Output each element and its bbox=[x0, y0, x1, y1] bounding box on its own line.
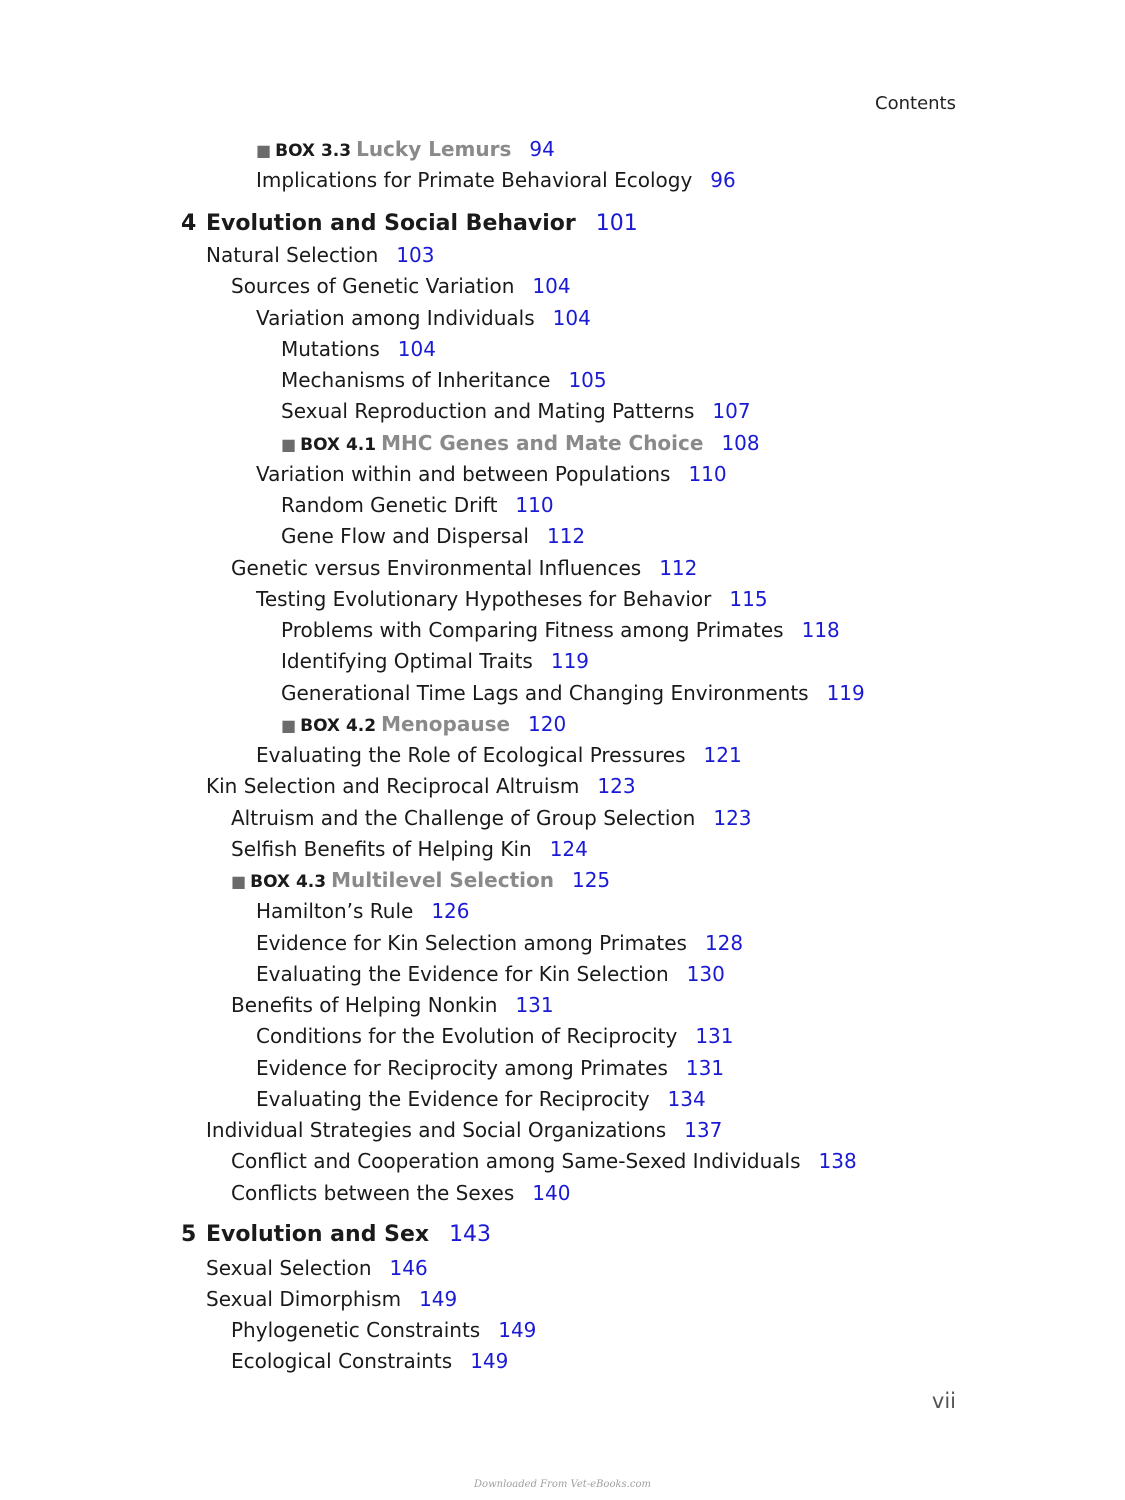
page-link[interactable]: 126 bbox=[431, 899, 470, 923]
box-title: Menopause bbox=[381, 712, 511, 736]
box-title: MHC Genes and Mate Choice bbox=[381, 431, 704, 455]
box-label: BOX 4.3 bbox=[250, 872, 327, 892]
entry-title: Mechanisms of Inheritance bbox=[281, 368, 551, 392]
toc-entry[interactable] bbox=[256, 305, 591, 331]
entry-title: Sources of Genetic Variation bbox=[231, 274, 515, 298]
toc-box-entry[interactable] bbox=[256, 136, 555, 164]
page-link[interactable]: 119 bbox=[550, 649, 590, 673]
page-link[interactable]: 119 bbox=[826, 681, 865, 705]
entry-title: Phylogenetic Constraints bbox=[231, 1318, 481, 1342]
chapter-number: 5 bbox=[181, 1222, 197, 1247]
page-link[interactable]: 125 bbox=[571, 868, 611, 892]
toc-entry[interactable] bbox=[256, 461, 727, 487]
box-title: Multilevel Selection bbox=[331, 868, 554, 892]
page-link[interactable]: 121 bbox=[703, 743, 742, 767]
entry-title: Conditions for the Evolution of Reciprocity bbox=[256, 1024, 678, 1048]
entry-title: Mutations bbox=[281, 337, 380, 361]
page-link[interactable]: 131 bbox=[695, 1024, 734, 1048]
toc-entry[interactable] bbox=[281, 648, 589, 674]
entry-title: Random Genetic Drift bbox=[281, 493, 498, 517]
page-link[interactable]: 110 bbox=[688, 462, 727, 486]
entry-title: Sexual Reproduction and Mating Patterns bbox=[281, 399, 695, 423]
entry-title: Sexual Selection bbox=[206, 1256, 372, 1280]
toc-entry[interactable] bbox=[231, 1180, 570, 1206]
page-link[interactable]: 130 bbox=[686, 962, 725, 986]
box-title: Lucky Lemurs bbox=[356, 137, 512, 161]
toc-chapter-heading[interactable] bbox=[181, 211, 638, 237]
toc-entry[interactable] bbox=[281, 492, 554, 518]
page-link[interactable]: 137 bbox=[684, 1118, 723, 1142]
entry-title: Conflicts between the Sexes bbox=[231, 1181, 515, 1205]
watermark: Downloaded From Vet-eBooks.com bbox=[474, 1479, 651, 1490]
toc-entry[interactable] bbox=[231, 805, 752, 831]
page-link[interactable]: 115 bbox=[729, 587, 768, 611]
entry-title: Gene Flow and Dispersal bbox=[281, 524, 529, 548]
page-link[interactable]: 96 bbox=[710, 168, 736, 192]
entry-title: Testing Evolutionary Hypotheses for Behavior bbox=[256, 587, 712, 611]
toc-box-entry[interactable] bbox=[281, 430, 760, 458]
box-square-icon: ■ bbox=[231, 872, 247, 891]
entry-title: Genetic versus Environmental Influences bbox=[231, 556, 642, 580]
toc-entry[interactable] bbox=[256, 930, 743, 956]
page-link[interactable]: 143 bbox=[449, 1222, 492, 1247]
box-square-icon: ■ bbox=[281, 716, 297, 735]
entry-title: Sexual Dimorphism bbox=[206, 1287, 402, 1311]
page-link[interactable]: 94 bbox=[529, 137, 555, 161]
page-link[interactable]: 112 bbox=[659, 556, 698, 580]
toc-entry[interactable] bbox=[281, 336, 436, 362]
entry-title: Altruism and the Challenge of Group Selection bbox=[231, 806, 696, 830]
box-square-icon: ■ bbox=[256, 141, 272, 160]
toc-entry[interactable] bbox=[256, 167, 736, 193]
toc-entry[interactable] bbox=[231, 1317, 536, 1343]
entry-title: Evaluating the Evidence for Kin Selection bbox=[256, 962, 669, 986]
page-link[interactable]: 149 bbox=[419, 1287, 458, 1311]
page-link[interactable]: 131 bbox=[685, 1056, 725, 1080]
toc-entry[interactable] bbox=[281, 367, 607, 393]
running-head: Contents bbox=[875, 93, 956, 114]
page-link[interactable]: 138 bbox=[818, 1149, 857, 1173]
entry-title: Variation among Individuals bbox=[256, 306, 535, 330]
toc-entry[interactable] bbox=[256, 1055, 724, 1081]
page-link[interactable]: 134 bbox=[667, 1087, 706, 1111]
entry-title: Selfish Benefits of Helping Kin bbox=[231, 837, 532, 861]
toc-entry[interactable] bbox=[281, 680, 865, 706]
page-link[interactable]: 110 bbox=[515, 493, 554, 517]
toc-entry[interactable] bbox=[256, 898, 470, 924]
box-label: BOX 4.1 bbox=[300, 435, 377, 455]
page-link[interactable]: 104 bbox=[397, 337, 436, 361]
page-number: vii bbox=[931, 1389, 956, 1413]
entry-title: Conflict and Cooperation among Same-Sexed Individuals bbox=[231, 1149, 801, 1173]
entry-title: Identifying Optimal Traits bbox=[281, 649, 533, 673]
page-link[interactable]: 107 bbox=[712, 399, 751, 423]
page-link[interactable]: 123 bbox=[597, 774, 636, 798]
toc-entry[interactable] bbox=[231, 992, 554, 1018]
entry-title: Kin Selection and Reciprocal Altruism bbox=[206, 774, 580, 798]
page-link[interactable]: 149 bbox=[498, 1318, 537, 1342]
toc-entry[interactable] bbox=[206, 1286, 457, 1312]
page-link[interactable]: 118 bbox=[801, 618, 840, 642]
toc-entry[interactable] bbox=[281, 398, 751, 424]
entry-title: Hamilton’s Rule bbox=[256, 899, 414, 923]
toc-entry[interactable] bbox=[256, 961, 725, 987]
toc-box-entry[interactable] bbox=[281, 711, 566, 739]
box-label: BOX 3.3 bbox=[275, 141, 352, 161]
page-link[interactable]: 124 bbox=[549, 837, 588, 861]
toc-entry[interactable] bbox=[256, 1023, 734, 1049]
page-link[interactable]: 140 bbox=[532, 1181, 571, 1205]
toc-entry[interactable] bbox=[231, 273, 571, 299]
page-link[interactable]: 146 bbox=[389, 1256, 428, 1280]
page-link[interactable]: 123 bbox=[713, 806, 752, 830]
chapter-title: Evolution and Social Behavior bbox=[206, 211, 576, 236]
chapter-number: 4 bbox=[181, 211, 197, 236]
entry-title: Generational Time Lags and Changing Environments bbox=[281, 681, 809, 705]
toc-entry[interactable] bbox=[281, 617, 840, 643]
toc-entry[interactable] bbox=[256, 586, 768, 612]
entry-title: Benefits of Helping Nonkin bbox=[231, 993, 498, 1017]
box-label: BOX 4.2 bbox=[300, 716, 377, 736]
entry-title: Ecological Constraints bbox=[231, 1349, 453, 1373]
toc-entry[interactable] bbox=[256, 742, 742, 768]
page-link[interactable]: 104 bbox=[532, 274, 571, 298]
toc-entry[interactable] bbox=[206, 1117, 722, 1143]
toc-box-entry[interactable] bbox=[231, 867, 610, 895]
entry-title: Implications for Primate Behavioral Ecology bbox=[256, 168, 693, 192]
chapter-title: Evolution and Sex bbox=[206, 1222, 430, 1247]
toc-entry[interactable] bbox=[231, 1148, 857, 1174]
toc-chapter-heading[interactable] bbox=[181, 1222, 492, 1248]
toc-entry[interactable] bbox=[206, 773, 636, 799]
entry-title: Problems with Comparing Fitness among Primates bbox=[281, 618, 784, 642]
page-link[interactable]: 104 bbox=[552, 306, 591, 330]
page-link[interactable]: 149 bbox=[470, 1349, 509, 1373]
page-link[interactable]: 101 bbox=[595, 211, 638, 236]
toc-entry[interactable] bbox=[206, 1255, 428, 1281]
toc-entry[interactable] bbox=[231, 1348, 508, 1374]
toc-entry[interactable] bbox=[231, 836, 588, 862]
page-link[interactable]: 105 bbox=[568, 368, 607, 392]
toc-entry[interactable] bbox=[231, 555, 697, 581]
entry-title: Evaluating the Role of Ecological Pressures bbox=[256, 743, 686, 767]
entry-title: Natural Selection bbox=[206, 243, 379, 267]
entry-title: Evidence for Kin Selection among Primates bbox=[256, 931, 687, 955]
page-link[interactable]: 128 bbox=[704, 931, 744, 955]
box-square-icon: ■ bbox=[281, 435, 297, 454]
page-link[interactable]: 131 bbox=[515, 993, 554, 1017]
entry-title: Variation within and between Populations bbox=[256, 462, 671, 486]
entry-title: Individual Strategies and Social Organizations bbox=[206, 1118, 667, 1142]
toc-entry[interactable] bbox=[281, 523, 585, 549]
page-link[interactable]: 120 bbox=[528, 712, 567, 736]
page-link[interactable]: 112 bbox=[546, 524, 586, 548]
page-link[interactable]: 103 bbox=[396, 243, 435, 267]
toc-entry[interactable] bbox=[206, 242, 434, 268]
entry-title: Evaluating the Evidence for Reciprocity bbox=[256, 1087, 650, 1111]
page-link[interactable]: 108 bbox=[721, 431, 760, 455]
toc-entry[interactable] bbox=[256, 1086, 706, 1112]
entry-title: Evidence for Reciprocity among Primates bbox=[256, 1056, 668, 1080]
